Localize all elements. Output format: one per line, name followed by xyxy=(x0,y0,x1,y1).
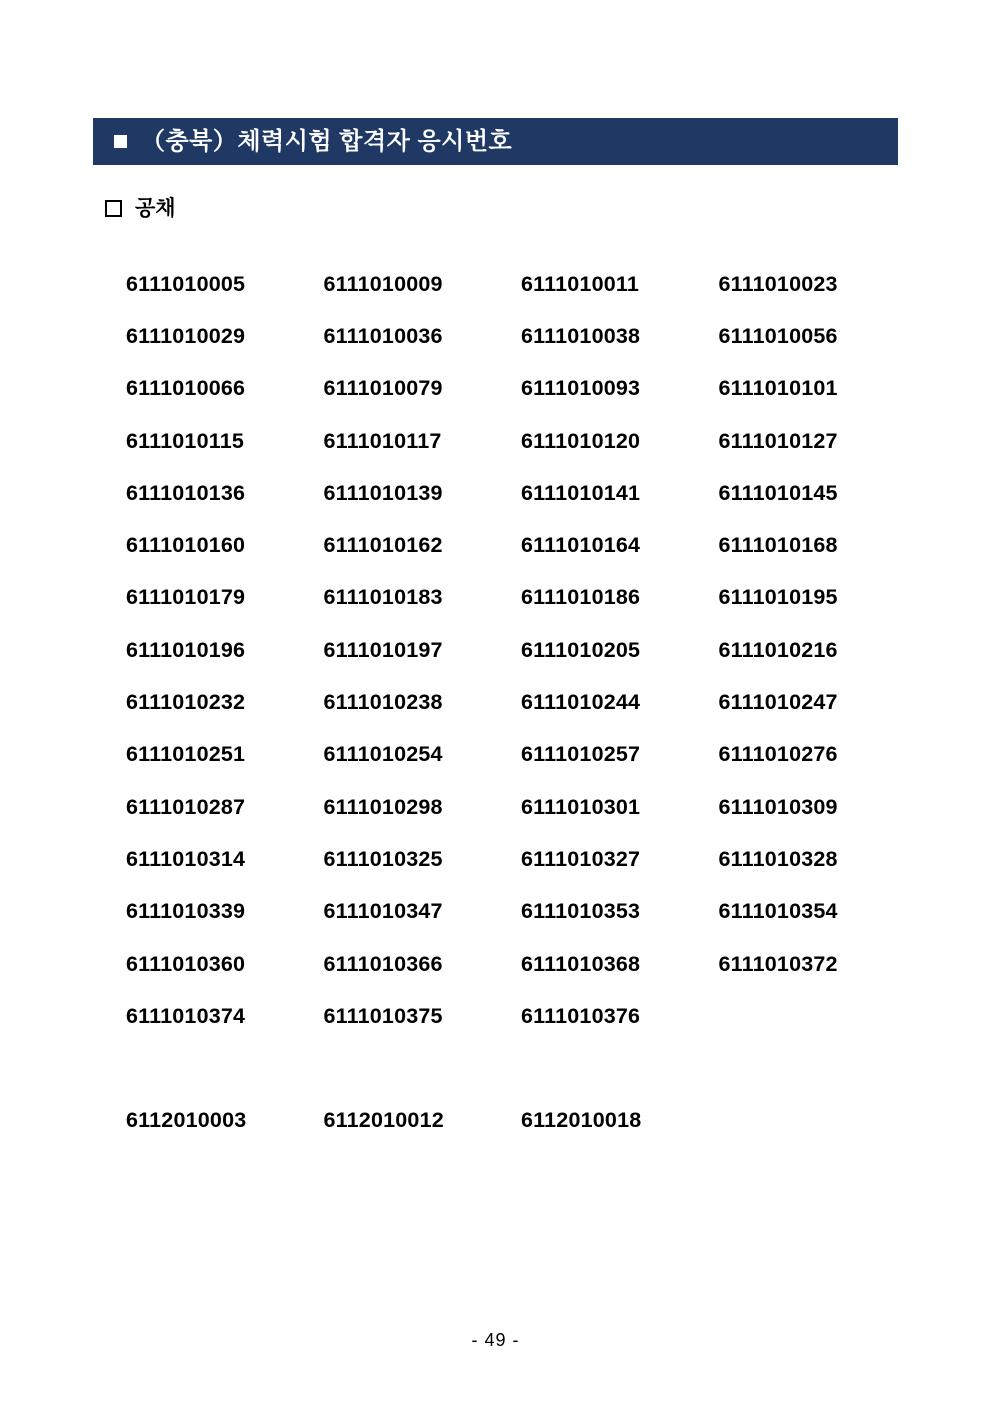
section-heading-label: 공채 xyxy=(135,197,176,220)
exam-number: 6111010145 xyxy=(718,480,838,505)
exam-number: 6112010003 xyxy=(126,1108,247,1133)
grid-row xyxy=(126,833,916,885)
exam-number: 6111010036 xyxy=(323,323,443,348)
exam-number: 6111010101 xyxy=(718,376,838,401)
page-title: （충북）체력시험 합격자 응시번호 xyxy=(141,127,513,155)
grid-row xyxy=(126,467,916,519)
exam-number: 6111010353 xyxy=(521,899,641,924)
exam-number: 6111010301 xyxy=(521,794,641,819)
exam-number: 6111010179 xyxy=(126,585,246,610)
exam-number: 6111010127 xyxy=(718,428,838,453)
exam-number: 6111010168 xyxy=(718,533,838,558)
open-square-bullet-icon xyxy=(105,200,122,217)
grid-row xyxy=(126,729,916,781)
exam-number: 6111010328 xyxy=(718,846,838,871)
page-title-bar xyxy=(93,118,898,165)
square-bullet-icon xyxy=(114,135,127,148)
exam-number: 6111010029 xyxy=(126,323,246,348)
grid-row xyxy=(126,519,916,571)
grid-row xyxy=(126,258,916,310)
exam-number: 6111010005 xyxy=(126,271,246,296)
exam-number: 6111010247 xyxy=(718,690,838,715)
exam-number: 6111010056 xyxy=(718,323,838,348)
exam-number: 6111010366 xyxy=(323,951,443,976)
exam-number: 6111010360 xyxy=(126,951,246,976)
grid-row xyxy=(126,415,916,467)
grid-row xyxy=(126,310,916,362)
grid-row xyxy=(126,781,916,833)
exam-number: 6111010325 xyxy=(323,846,443,871)
exam-number: 6111010372 xyxy=(718,951,838,976)
grid-row xyxy=(126,572,916,624)
exam-number: 6111010375 xyxy=(323,1003,443,1028)
exam-number: 6111010251 xyxy=(126,742,246,767)
exam-number: 6111010117 xyxy=(323,428,442,453)
exam-number: 6111010120 xyxy=(521,428,641,453)
exam-number: 6111010347 xyxy=(323,899,443,924)
exam-number: 6111010197 xyxy=(323,637,443,662)
exam-number: 6112010018 xyxy=(521,1108,642,1133)
exam-number: 6111010183 xyxy=(323,585,443,610)
exam-number: 6111010254 xyxy=(323,742,443,767)
grid-row xyxy=(126,1094,916,1146)
exam-number: 6111010354 xyxy=(718,899,838,924)
exam-number: 6111010298 xyxy=(323,794,443,819)
grid-row xyxy=(126,886,916,938)
exam-number: 6111010011 xyxy=(521,271,640,296)
exam-number: 6111010195 xyxy=(718,585,838,610)
exam-number: 6111010232 xyxy=(126,690,246,715)
section-heading xyxy=(105,198,176,219)
exam-number: 6111010141 xyxy=(521,480,641,505)
exam-number: 6111010136 xyxy=(126,480,246,505)
exam-number: 6111010023 xyxy=(718,271,838,296)
exam-number: 6111010276 xyxy=(718,742,838,767)
page-number: - 49 - xyxy=(471,1330,520,1350)
exam-number: 6111010238 xyxy=(323,690,443,715)
exam-number: 6111010205 xyxy=(521,637,641,662)
grid-row xyxy=(126,676,916,728)
grid-row xyxy=(126,990,916,1042)
exam-number: 6111010309 xyxy=(718,794,838,819)
grid-row xyxy=(126,624,916,676)
exam-number: 6111010066 xyxy=(126,376,246,401)
exam-number: 6111010009 xyxy=(323,271,443,296)
exam-number: 6111010093 xyxy=(521,376,641,401)
exam-number: 6111010216 xyxy=(718,637,838,662)
exam-number: 6112010012 xyxy=(323,1108,444,1133)
grid-row xyxy=(126,363,916,415)
exam-number: 6111010244 xyxy=(521,690,641,715)
exam-number: 6111010327 xyxy=(521,846,641,871)
exam-number: 6111010257 xyxy=(521,742,641,767)
exam-number: 6111010339 xyxy=(126,899,246,924)
exam-number: 6111010374 xyxy=(126,1003,246,1028)
exam-number: 6111010038 xyxy=(521,323,641,348)
exam-number: 6111010287 xyxy=(126,794,246,819)
exam-number: 6111010314 xyxy=(126,846,246,871)
exam-number: 6111010139 xyxy=(323,480,443,505)
exam-number-grid xyxy=(126,258,916,1147)
exam-number: 6111010376 xyxy=(521,1003,641,1028)
grid-row xyxy=(126,938,916,990)
exam-number: 6111010115 xyxy=(126,428,245,453)
exam-number: 6111010196 xyxy=(126,637,246,662)
exam-number: 6111010368 xyxy=(521,951,641,976)
exam-number: 6111010079 xyxy=(323,376,443,401)
exam-number: 6111010160 xyxy=(126,533,246,558)
exam-number: 6111010164 xyxy=(521,533,641,558)
exam-number: 6111010186 xyxy=(521,585,641,610)
exam-number: 6111010162 xyxy=(323,533,443,558)
grid-row-spacer xyxy=(126,1042,916,1094)
